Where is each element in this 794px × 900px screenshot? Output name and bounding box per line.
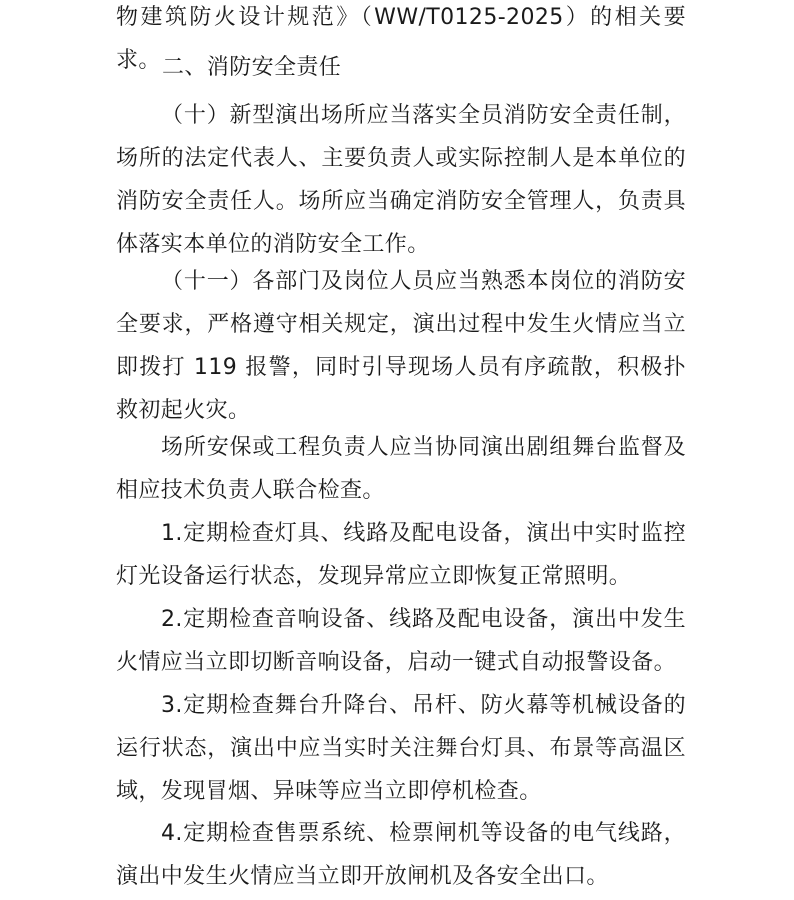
paragraph-continued: 物建筑防火设计规范》（WW/T0125-2025）的相关要求。 bbox=[116, 5, 686, 73]
section-heading: 二、消防安全责任 bbox=[162, 55, 342, 80]
paragraph-article-11: （十一）各部门及岗位人员应当熟悉本岗位的消防安全要求，严格遵守相关规定，演出过程中发生火情应当立即拨打 119 报警，同时引导现场人员有序疏散，积极扑救初起火灾。 bbox=[116, 269, 686, 423]
paragraph-item-2: 2.定期检查音响设备、线路及配电设备，演出中发生火情应当立即切断音响设备，启动一键式自动报警设备。 bbox=[116, 607, 686, 675]
paragraph-item-3: 3.定期检查舞台升降台、吊杆、防火幕等机械设备的运行状态，演出中应当实时关注舞台灯具、布景等高温区域，发现冒烟、异味等应当立即停机检查。 bbox=[116, 693, 686, 804]
paragraph-joint-inspection: 场所安保或工程负责人应当协同演出剧组舞台监督及相应技术负责人联合检查。 bbox=[116, 435, 686, 503]
paragraph-item-4: 4.定期检查售票系统、检票闸机等设备的电气线路，演出中发生火情应当立即开放闸机及各安全出口。 bbox=[116, 821, 686, 889]
paragraph-item-1: 1.定期检查灯具、线路及配电设备，演出中实时监控灯光设备运行状态，发现异常应立即恢复正常照明。 bbox=[116, 521, 686, 589]
paragraph-article-10: （十）新型演出场所应当落实全员消防安全责任制，场所的法定代表人、主要负责人或实际控制人是本单位的消防安全责任人。场所应当确定消防安全管理人，负责具体落实本单位的消防安全工作。 bbox=[116, 103, 686, 257]
